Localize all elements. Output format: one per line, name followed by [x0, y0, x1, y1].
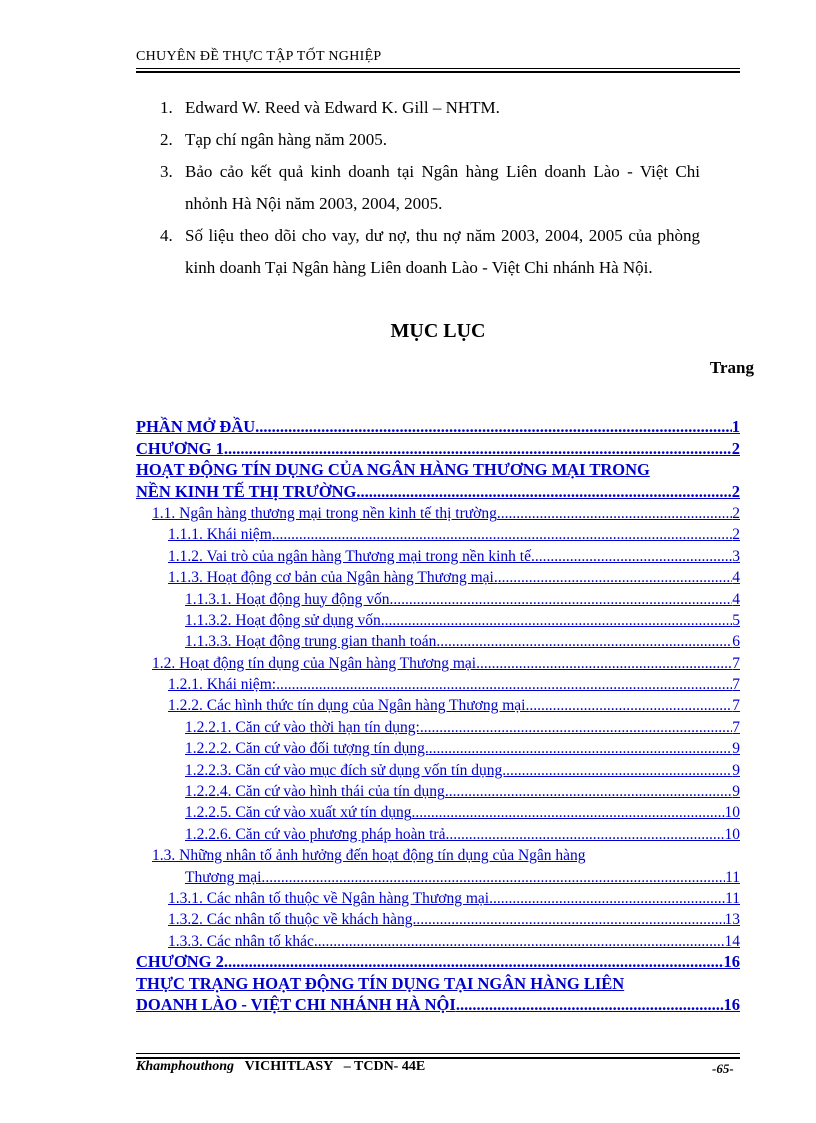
- toc-entry[interactable]: 1.1. Ngân hàng thương mại trong nền kinh tế thị trường ..... 2: [136, 502, 740, 523]
- toc-entry[interactable]: Thương mại. ..... 11: [136, 865, 740, 886]
- footer-rule-top: [136, 1053, 740, 1054]
- toc-entry[interactable]: 1.1.3.3. Hoạt động trung gian thanh toán. ..... 6: [136, 630, 740, 651]
- toc-entry[interactable]: 1.2.2.6. Căn cứ vào phương pháp hoàn trả ..... 10: [136, 822, 740, 843]
- toc-entry[interactable]: THỰC TRẠNG HOẠT ĐỘNG TÍN DỤNG TẠI NGÂN HÀNG LIÊN: [136, 973, 625, 993]
- reference-number: 3.: [160, 162, 173, 181]
- toc-entry[interactable]: 1.2.2.5. Căn cứ vào xuất xứ tín dụng ..... 10: [136, 801, 740, 822]
- toc-entry[interactable]: CHƯƠNG 1 ..... 2: [136, 437, 740, 458]
- table-of-contents: [136, 416, 740, 1015]
- toc-heading: MỤC LỤC: [390, 320, 486, 342]
- toc-entry[interactable]: HOẠT ĐỘNG TÍN DỤNG CỦA NGÂN HÀNG THƯƠNG MẠI TRONG: [136, 460, 650, 480]
- reference-item: [160, 124, 700, 156]
- reference-item: [160, 92, 700, 124]
- toc-entry[interactable]: PHẦN MỞ ĐẦU ..... 1: [136, 416, 740, 437]
- toc-entry[interactable]: 1.2.2. Các hình thức tín dụng của Ngân hàng Thương mại. ..... 7: [136, 694, 740, 715]
- toc-entry[interactable]: 1.1.1. Khái niệm ..... 2: [136, 523, 740, 544]
- toc-entry[interactable]: 1.2.2.2. Căn cứ vào đối tượng tín dụng. ..... 9: [136, 737, 740, 758]
- toc-entry[interactable]: 1.1.3.1. Hoạt động huy động vốn. ..... 4: [136, 587, 740, 608]
- toc-entry[interactable]: 1.1.3. Hoạt động cơ bản của Ngân hàng Thương mại. ..... 4: [136, 566, 740, 587]
- reference-text: Edward W. Reed và Edward K. Gill – NHTM.: [185, 98, 500, 117]
- toc-entry[interactable]: 1.2. Hoạt động tín dụng của Ngân hàng Thương mại. ..... 7: [136, 651, 740, 672]
- toc-entry[interactable]: NỀN KINH TẾ THỊ TRƯỜNG ..... 2: [136, 480, 740, 501]
- footer-name: VICHITLASY: [244, 1059, 334, 1074]
- toc-entry[interactable]: 1.3.2. Các nhân tố thuộc về khách hàng. ..... 13: [136, 908, 740, 929]
- toc-entry[interactable]: 1.1.3.2. Hoạt động sử dụng vốn. ..... 5: [136, 609, 740, 630]
- footer-author-line: [136, 1059, 425, 1075]
- toc-entry[interactable]: 1.3. Những nhân tố ảnh hưởng đến hoạt động tín dụng của Ngân hàng: [152, 847, 586, 865]
- reference-text: Tạp chí ngân hàng năm 2005.: [185, 130, 388, 149]
- running-header-title: CHUYÊN ĐỀ THỰC TẬP TỐT NGHIỆP: [136, 49, 382, 64]
- reference-list: [160, 92, 700, 284]
- header-rule-bottom: [136, 71, 740, 73]
- toc-entry[interactable]: 1.2.2.4. Căn cứ vào hình thái của tín dụng ..... 9: [136, 780, 740, 801]
- toc-entry[interactable]: 1.2.2.3. Căn cứ vào mục đích sử dụng vốn tín dụng. ..... 9: [136, 758, 740, 779]
- footer-class-code: – TCDN- 44E: [343, 1059, 426, 1074]
- toc-entry[interactable]: 1.3.3. Các nhân tố khác ..... 14: [136, 929, 740, 950]
- toc-entry[interactable]: 1.3.1. Các nhân tố thuộc về Ngân hàng Thương mại. ..... 11: [136, 887, 740, 908]
- toc-entry[interactable]: 1.1.2. Vai trò của ngân hàng Thương mại trong nền kinh tế ..... 3: [136, 544, 740, 565]
- reference-item: [160, 156, 700, 220]
- toc-entry[interactable]: 1.2.2.1. Căn cứ vào thời hạn tín dụng: ..... 7: [136, 715, 740, 736]
- toc-entry[interactable]: CHƯƠNG 2 ..... 16: [136, 951, 740, 972]
- reference-number: 1.: [160, 98, 173, 117]
- toc-entry[interactable]: 1.2.1. Khái niệm: ..... 7: [136, 673, 740, 694]
- reference-number: 4.: [160, 226, 173, 245]
- toc-entry[interactable]: DOANH LÀO - VIỆT CHI NHÁNH HÀ NỘI ..... 16: [136, 994, 740, 1015]
- reference-text: Số liệu theo dõi cho vay, dư nợ, thu nợ năm 2003, 2004, 2005 của phòng kinh doanh Tại Ngân hàng Liên doanh Lào - Việt Chi nhánh Hà Nội.: [185, 226, 700, 277]
- header-rule-top: [136, 68, 740, 69]
- footer-author: Khamphouthong: [136, 1059, 235, 1074]
- toc-page-column-label: Trang: [709, 358, 754, 377]
- reference-number: 2.: [160, 130, 173, 149]
- footer-page-number: -65-: [712, 1061, 734, 1076]
- reference-text: Bảo cảo kết quả kinh doanh tại Ngân hàng Liên doanh Lào - Việt Chi nhỏnh Hà Nội năm 2003, 2004, 2005.: [185, 162, 700, 213]
- reference-item: [160, 220, 700, 284]
